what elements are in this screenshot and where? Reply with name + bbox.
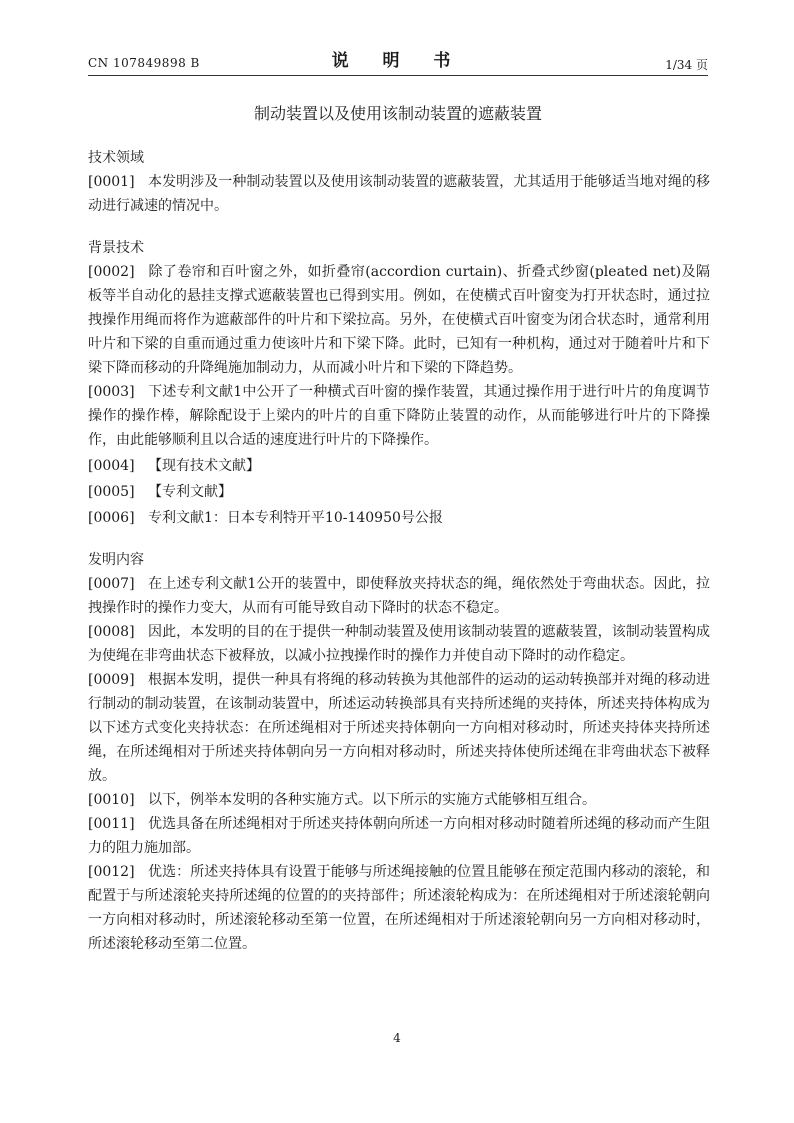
- paragraph-text: 以下，例举本发明的各种实施方式。以下所示的实施方式能够相互组合。: [148, 792, 596, 808]
- paragraph: [88, 668, 710, 788]
- page-number: 4: [393, 1031, 401, 1045]
- page-header: [88, 44, 708, 74]
- paragraph-text: 优选：所述夹持体具有设置于能够与所述绳接触的位置且能够在预定范围内移动的滚轮，和配置于与所述滚轮夹持所述绳的位置的的夹持部件；所述滚轮构成为：在所述绳相对于所述滚轮朝向一方向相对移动时，所述滚轮移动至第一位置，在所述绳相对于所述滚轮朝向另一方向相对移动时，所述滚轮移动至第二位置。: [88, 864, 710, 952]
- paragraph-number: [0012]: [88, 864, 135, 880]
- paragraph-text: 【专利文献】: [148, 484, 232, 500]
- paragraph: [88, 572, 710, 620]
- document-body: [88, 146, 710, 956]
- page-info: 1/34 页: [665, 58, 708, 72]
- paragraph-text: 除了卷帘和百叶窗之外，如折叠帘(accordion curtain)、折叠式纱窗(pleated net)及隔板等半自动化的悬挂支撑式遮蔽装置也已得到实用。例如，在使横式百叶窗变为打开状态时，通过拉拽操作用绳而将作为遮蔽部件的叶片和下梁拉高。另外，在使横式百叶窗变为闭合状态时，通常利用叶片和下梁的自重而通过重力使该叶片和下梁下降。此时，已知有一种机构，通过对于随着叶片和下梁下降而移动的升降绳施加制动力，从而减小叶片和下梁的下降趋势。: [88, 264, 710, 376]
- paragraph: [88, 506, 710, 530]
- paragraph-text: 在上述专利文献1公开的装置中，即使释放夹持状态的绳，绳依然处于弯曲状态。因此，拉拽操作时的操作力变大，从而有可能导致自动下降时的状态不稳定。: [88, 576, 710, 616]
- patent-number: CN 107849898 B: [88, 56, 200, 70]
- section-heading: 背景技术: [88, 240, 144, 256]
- paragraph-number: [0008]: [88, 624, 135, 640]
- document-type: 说 明 书: [331, 51, 465, 71]
- paragraph: [88, 380, 710, 452]
- paragraph-text: 因此，本发明的目的在于提供一种制动装置及使用该制动装置的遮蔽装置，该制动装置构成为使绳在非弯曲状态下被释放，以减小拉拽操作时的操作力并使自动下降时的动作稳定。: [88, 624, 710, 664]
- document-title: 制动装置以及使用该制动装置的遮蔽装置: [253, 104, 542, 123]
- paragraph: [88, 260, 710, 380]
- paragraph-number: [0003]: [88, 384, 135, 400]
- paragraph-number: [0007]: [88, 576, 135, 592]
- paragraph-text: 优选具备在所述绳相对于所述夹持体朝向所述一方向相对移动时随着所述绳的移动而产生阻力的阻力施加部。: [88, 816, 710, 856]
- paragraph: [88, 620, 710, 668]
- paragraph: [88, 860, 710, 956]
- paragraph-number: [0005]: [88, 484, 135, 500]
- paragraph: [88, 170, 710, 218]
- paragraph-number: [0006]: [88, 510, 135, 526]
- paragraph-text: 下述专利文献1中公开了一种横式百叶窗的操作装置，其通过操作用于进行叶片的角度调节操作的操作棒，解除配设于上梁内的叶片的自重下降防止装置的动作，从而能够进行叶片的下降操作，由此能够顺利且以合适的速度进行叶片的下降操作。: [88, 384, 710, 448]
- paragraph-number: [0001]: [88, 174, 135, 190]
- paragraph-number: [0002]: [88, 264, 135, 280]
- section-heading: 发明内容: [88, 552, 144, 568]
- paragraph-text: 【现有技术文献】: [148, 458, 260, 474]
- paragraph-number: [0009]: [88, 672, 135, 688]
- paragraph-number: [0010]: [88, 792, 135, 808]
- paragraph-text: 本发明涉及一种制动装置以及使用该制动装置的遮蔽装置，尤其适用于能够适当地对绳的移动进行减速的情况中。: [88, 174, 710, 214]
- section-heading: 技术领域: [88, 150, 144, 166]
- paragraph-number: [0011]: [88, 816, 135, 832]
- paragraph: [88, 454, 710, 478]
- paragraph-text: 专利文献1：日本专利特开平10-140950号公报: [148, 510, 443, 526]
- paragraph: [88, 788, 710, 812]
- header-rule: [88, 75, 708, 76]
- paragraph: [88, 812, 710, 860]
- paragraph-text: 根据本发明，提供一种具有将绳的移动转换为其他部件的运动的运动转换部并对绳的移动进行制动的制动装置，在该制动装置中，所述运动转换部具有夹持所述绳的夹持体，所述夹持体构成为以下述方式变化夹持状态：在所述绳相对于所述夹持体朝向一方向相对移动时，所述夹持体夹持所述绳，在所述绳相对于所述夹持体朝向另一方向相对移动时，所述夹持体使所述绳在非弯曲状态下被释放。: [88, 672, 710, 784]
- paragraph-number: [0004]: [88, 458, 135, 474]
- paragraph: [88, 480, 710, 504]
